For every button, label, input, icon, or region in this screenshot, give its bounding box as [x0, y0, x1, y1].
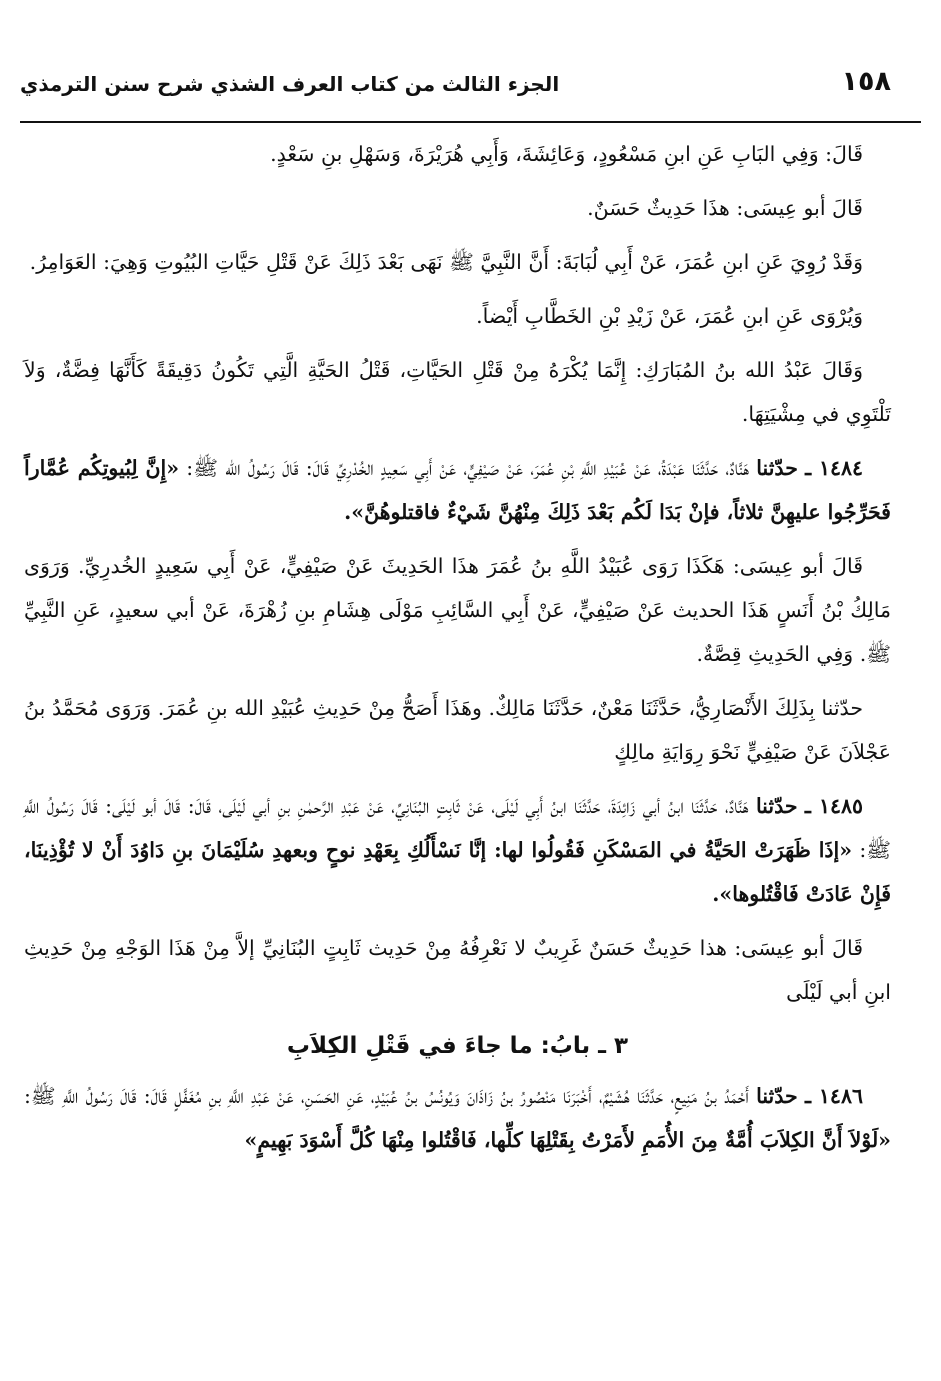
header-divider — [20, 121, 921, 123]
chapter-title: ٣ ـ بابُ: ما جاءَ في قَتْلِ الكِلاَبِ — [286, 1033, 629, 1059]
hadith-quote: «إِنَّ لِبُيوتِكُم عُمَّاراً فَحَرِّجُوا عليهِنَّ ثلاثاً، فإنْ بَدَا لَكُم بَعْدَ ذَلِكَ مِنْهُنَّ شَيْءٌ فاقتلوهُنَّ». — [24, 456, 891, 524]
paragraph: قَالَ: وَفِي البَابِ عَنِ ابنِ مَسْعُودٍ، وَعَائِشَةَ، وَأَبِي هُرَيْرَةَ، وَسَهْلِ بنِ سَعْدٍ. — [270, 142, 863, 166]
paragraph: وَقَالَ عَبْدُ الله بنُ المُبَارَكِ: إِنَّمَا يُكْرَهُ مِنْ قَتْلِ الحَيَّاتِ، قَتْلُ الحَيَّةِ الَّتِي تَكُونُ دَقِيقَةً كَأَنَّهَا فِضَّةٌ، وَلاَ تَلْتَوِي في مِشْيَتِهَا. — [24, 358, 891, 426]
hadith-quote: «لَوْلاَ أَنَّ الكِلاَبَ أُمَّةٌ مِنَ الأُمَمِ لأَمَرْتُ بِقَتْلِهَا كلِّها، فَاقْتُلوا مِنْهَا كُلَّ أَسْوَدَ بَهِيمٍ» — [244, 1128, 891, 1152]
paragraph: وَيُرْوَى عَنِ ابنِ عُمَرَ، عَنْ زَيْدِ بْنِ الخَطَّابِ أَيْضاً. — [476, 304, 863, 328]
hadith-lead: حدّثنا — [756, 1084, 798, 1108]
paragraph: وَقَدْ رُوِيَ عَنِ ابنِ عُمَرَ، عَنْ أَبِي لُبَابَةَ: أَنَّ النَّبِيَّ ﷺ نَهَى بَعْدَ ذَلِكَ عَنْ قَتْلِ حَيَّاتِ البُيُوتِ وَهِيَ: العَوَامِرُ. — [29, 250, 863, 274]
hadith-quote: «إذَا ظَهَرَتْ الحَيَّةُ في المَسْكَنِ فَقُولُوا لها: إنَّا نَسْأَلُكِ بِعَهْدِ نوحٍ وبعهدِ سُلَيْمَانَ بنِ دَاوُدَ أَنْ لا تُؤْذِينَا، فَإِنْ عَادَتْ فَاقْتُلوها». — [24, 838, 891, 906]
running-title: الجزء الثالث من كتاب العرف الشذي شرح سنن الترمذي — [20, 72, 560, 96]
paragraph: قَالَ أبو عِيسَى: هذا حَدِيثٌ حَسَنٌ غَرِيبٌ لا نَعْرِفُهُ مِنْ حَدِيث ثَابِتٍ البُنَانِيِّ إلاَّ مِنْ هَذَا الوَجْهِ مِنْ حَدِيثِ ابنِ أبي لَيْلَى — [24, 936, 891, 1004]
hadith-1484 — [24, 446, 891, 534]
hadith-1485 — [24, 784, 891, 916]
hadith-chain: أَحْمَدُ بنُ مَنِيعٍ، حَدَّثَنَا هُشَيْمٌ، أَخْبَرَنَا مَنْصُورُ بنُ زَاذَانَ وَيُونُسُ بنُ عُبَيْدٍ، عَنِ الحَسَنِ، عَنْ عَبْدِ اللَّهِ بنِ مُغَفَّلٍ قَالَ: قَالَ رَسُولُ اللَّهِ ﷺ: — [24, 1084, 749, 1108]
hadith-lead: حدّثنا — [756, 456, 798, 480]
hadith-chain: هَنَّادٌ، حَدَّثَنَا عَبْدَةُ، عَنْ عُبَيْدِ اللَّهِ بْنِ عُمَرَ، عَنْ صَيْفِيٍّ، عَنْ أَبِي سَعِيدٍ الخُدْرِيِّ قَالَ: قَالَ رَسُولُ الله ﷺ: — [186, 456, 750, 480]
page-header — [20, 66, 891, 106]
paragraph: حدّثنا بِذَلِكَ الأَنْصَارِيُّ، حَدَّثَنَا مَعْنٌ، حَدَّثَنَا مَالِكٌ. وهَذَا أَصَحُّ مِنْ حَدِيثِ عُبَيْدِ الله بنِ عُمَرَ. وَرَوَى مُحَمَّدُ بنُ عَجْلاَنَ عَنْ صَيْفِيٍّ نَحْوَ رِوَايَةِ مالِكٍ — [24, 696, 891, 764]
hadith-number: ١٤٨٦ ـ — [805, 1084, 863, 1108]
page-body — [24, 132, 891, 1172]
hadith-lead: حدّثنا — [755, 794, 798, 818]
page-number: ١٥٨ — [841, 66, 891, 97]
hadith-chain: هَنَّادٌ، حَدَّثَنَا ابنُ أبي زَائِدَةَ، حَدَّثَنَا ابنُ أَبِي لَيْلَى، عَنْ ثَابِتٍ البُنَانِيِّ، عَنْ عَبْدِ الرَّحمٰنِ بنِ أبي لَيْلَى، قَالَ: قَالَ أبو لَيْلَى: قَالَ رَسُولُ اللَّهِ ﷺ: — [24, 794, 891, 862]
hadith-number: ١٤٨٤ ـ — [805, 456, 864, 480]
hadith-number: ١٤٨٥ ـ — [804, 794, 863, 818]
hadith-1486 — [24, 1074, 891, 1162]
paragraph: قَالَ أبو عِيسَى: هذَا حَدِيثٌ حَسَنٌ. — [587, 196, 863, 220]
paragraph: قَالَ أبو عِيسَى: هَكَذَا رَوَى عُبَيْدُ اللَّهِ بنُ عُمَرَ هذَا الحَدِيثَ عَنْ صَيْفِيٍّ، عَنْ أَبِي سَعِيدٍ الخُدرِيِّ. وَرَوَى مَالِكُ بْنُ أَنَسٍ هَذَا الحديث عَنْ صَيْفِيٍّ، عَنْ أَبِي السَّائِبِ مَوْلَى هِشَامِ بنِ زُهْرَةَ، عَنْ أبي سعيدٍ، عَنِ النَّبِيِّ ﷺ. وَفِي الحَدِيثِ قِصَّةٌ. — [24, 554, 891, 666]
